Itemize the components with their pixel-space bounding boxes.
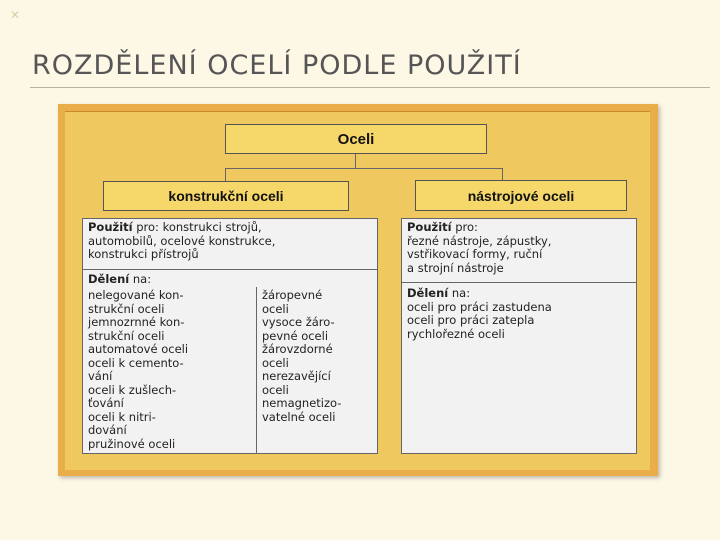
list-item: dování [88,423,127,437]
list-item: nelegované kon- [88,288,184,302]
list-item: oceli [262,301,289,316]
list-item: automatové oceli [88,342,189,356]
split-heading: Dělení [88,272,130,286]
diagram-figure [58,104,658,476]
use-heading: Použití [407,220,452,234]
split-suffix: na: [129,272,152,286]
list-item: nerezavějící [262,369,331,383]
use-line: a strojní nástroje [407,260,504,275]
list-item: vání [88,369,113,383]
list-item: žáropevné [262,288,323,302]
list-item: žárovzdorné [262,342,333,356]
root-box [225,124,487,154]
split-heading-row [83,271,377,289]
list-item: oceli [262,355,289,370]
split-suffix: na: [448,286,471,300]
split-column-1 [83,287,251,453]
list-item: oceli k nitri- [88,409,156,424]
use-line: konstrukci přístrojů [88,247,199,261]
list-item: ťování [88,396,124,410]
connector-root [355,154,356,168]
corner-decoration: ✕ [10,8,21,22]
use-line: automobilů, ocelové konstrukce, [88,233,276,248]
list-item: strukční oceli [88,328,165,343]
connector-horizontal [225,168,502,169]
list-item: nemagnetizo- [262,396,342,410]
section-divider [83,269,377,270]
split-section-tool [402,285,636,343]
list-item: vatelné oceli [262,409,336,424]
title-underline [30,87,710,88]
use-section-construction [83,219,377,264]
use-line: vstřikovací formy, ruční [407,247,543,261]
split-column-2 [257,287,377,426]
category-label-tool: nástrojové oceli [467,187,575,204]
list-item: strukční oceli [88,301,165,316]
list-item: jemnozrnné kon- [88,315,185,329]
category-box-construction [103,181,349,211]
list-item: oceli pro práci zatepla [407,313,535,327]
use-suffix: pro: [451,220,478,234]
connector-left [225,168,226,181]
list-item: pevné oceli [262,328,329,343]
use-section-tool [402,219,636,277]
category-box-tool [415,180,627,211]
list-item: oceli k cemento- [88,355,184,370]
panel-tool [401,218,637,454]
list-item: oceli [262,382,289,397]
list-item: pružinové oceli [88,436,176,451]
root-label: Oceli [337,130,375,148]
section-divider [402,282,636,283]
category-label-construction: konstrukční oceli [168,188,284,204]
list-item: rychlořezné oceli [407,326,505,341]
list-item: vysoce žáro- [262,315,335,329]
list-item: oceli k zušlech- [88,382,177,397]
split-heading: Dělení [407,286,449,300]
panel-construction [82,218,378,454]
slide-title: ROZDĚLENÍ OCELÍ PODLE POUŽITÍ [32,50,522,81]
use-heading: Použití [88,220,133,234]
use-line: pro: konstrukci strojů, [132,220,262,234]
diagram-background [65,111,650,470]
use-line: řezné nástroje, zápustky, [407,233,552,248]
list-item: oceli pro práci zastudena [407,299,552,314]
